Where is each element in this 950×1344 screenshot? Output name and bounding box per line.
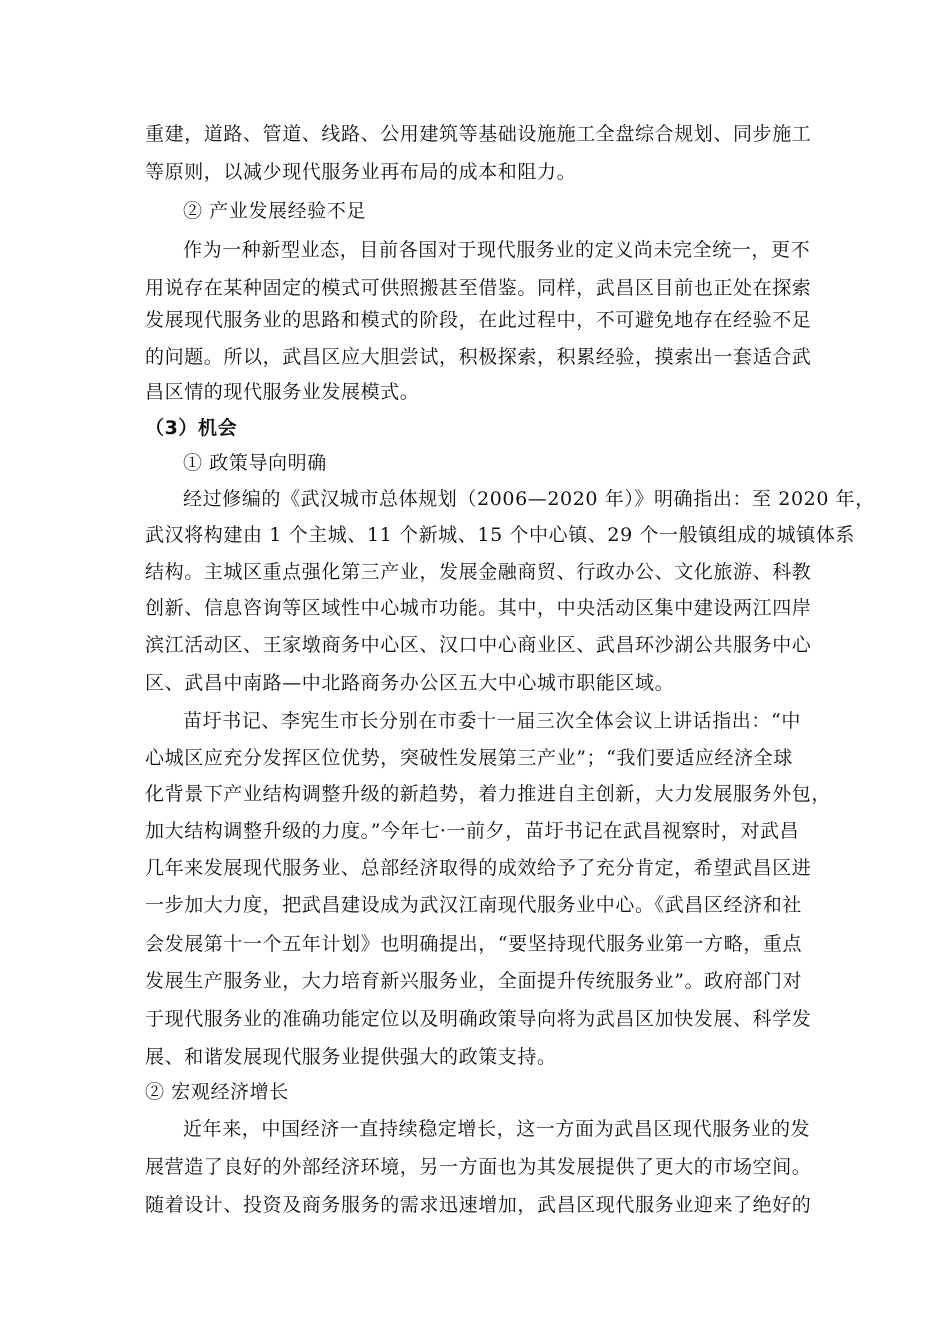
body-text-line: 展营造了良好的外部经济环境，另一方面也为其发展提供了更大的市场空间。 [145, 1156, 812, 1178]
body-text-line: 发展生产服务业，大力培育新兴服务业，全面提升传统服务业”。政府部门对 [145, 970, 803, 992]
subsection-heading: ② 宏观经济增长 [145, 1081, 289, 1103]
paragraph-first-line: 苗圩书记、李宪生市长分别在市委十一届三次全体会议上讲话指出：“中 [183, 710, 801, 732]
body-text-line: 一步加大力度，把武昌建设成为武汉江南现代服务业中心。《武昌区经济和社 [145, 894, 802, 916]
body-text-line: 昌区情的现代服务业发展模式。 [145, 381, 420, 403]
paragraph-first-line: 经过修编的《武汉城市总体规划（2006—2020 年）》明确指出：至 2020 年， [183, 488, 875, 510]
body-text-line: 滨江活动区、王家墩商务中心区、汉口中心商业区、武昌环沙湖公共服务中心 [145, 634, 812, 656]
subsection-heading: ① 政策导向明确 [183, 452, 327, 474]
body-text-line: 心城区应充分发挥区位优势，突破性发展第三产业”；“我们要适应经济全球 [145, 747, 793, 769]
body-text-line: 等原则，以减少现代服务业再布局的成本和阻力。 [145, 161, 577, 183]
body-text-line: 加大结构调整升级的力度。”今年七·一前夕，苗圩书记在武昌视察时，对武昌 [145, 820, 800, 842]
body-text-line: 用说存在某种固定的模式可供照搬甚至借鉴。同样，武昌区目前也正处在探索 [145, 277, 812, 299]
body-text-line: 会发展第十一个五年计划》也明确提出，“要坚持现代服务业第一方略，重点 [145, 933, 803, 955]
body-text-line: 于现代服务业的准确功能定位以及明确政策导向将为武昌区加快发展、科学发 [145, 1008, 812, 1030]
section-heading: （3）机会 [145, 417, 238, 439]
body-text-line: 武汉将构建由 1 个主城、11 个新城、15 个中心镇、29 个一般镇组成的城镇体系 [145, 524, 856, 546]
body-text-line: 区、武昌中南路—中北路商务办公区五大中心城市职能区域。 [145, 672, 675, 694]
body-text-line: 结构。主城区重点强化第三产业，发展金融商贸、行政办公、文化旅游、科教 [145, 561, 812, 583]
body-text-line: 发展现代服务业的思路和模式的阶段，在此过程中，不可避免地存在经验不足 [145, 309, 812, 331]
body-text-line: 展、和谐发展现代服务业提供强大的政策支持。 [145, 1046, 557, 1068]
body-text-line: 几年来发展现代服务业、总部经济取得的成效给予了充分肯定，希望武昌区进 [145, 857, 812, 879]
paragraph-first-line: 近年来，中国经济一直持续稳定增长，这一方面为武昌区现代服务业的发 [183, 1118, 811, 1140]
body-text-line: 随着设计、投资及商务服务的需求迅速增加，武昌区现代服务业迎来了绝好的 [145, 1194, 812, 1216]
subsection-heading: ② 产业发展经验不足 [183, 200, 367, 222]
body-text-line: 化背景下产业结构调整升级的新趋势，着力推进自主创新，大力发展服务外包， [145, 783, 832, 805]
paragraph-first-line: 作为一种新型业态，目前各国对于现代服务业的定义尚未完全统一，更不 [183, 239, 811, 261]
body-text-line: 的问题。所以，武昌区应大胆尝试，积极探索，积累经验，摸索出一套适合武 [145, 346, 812, 368]
body-text-line: 重建，道路、管道、线路、公用建筑等基础设施施工全盘综合规划、同步施工 [145, 123, 812, 145]
body-text-line: 创新、信息咨询等区域性中心城市功能。其中，中央活动区集中建设两江四岸 [145, 597, 812, 619]
